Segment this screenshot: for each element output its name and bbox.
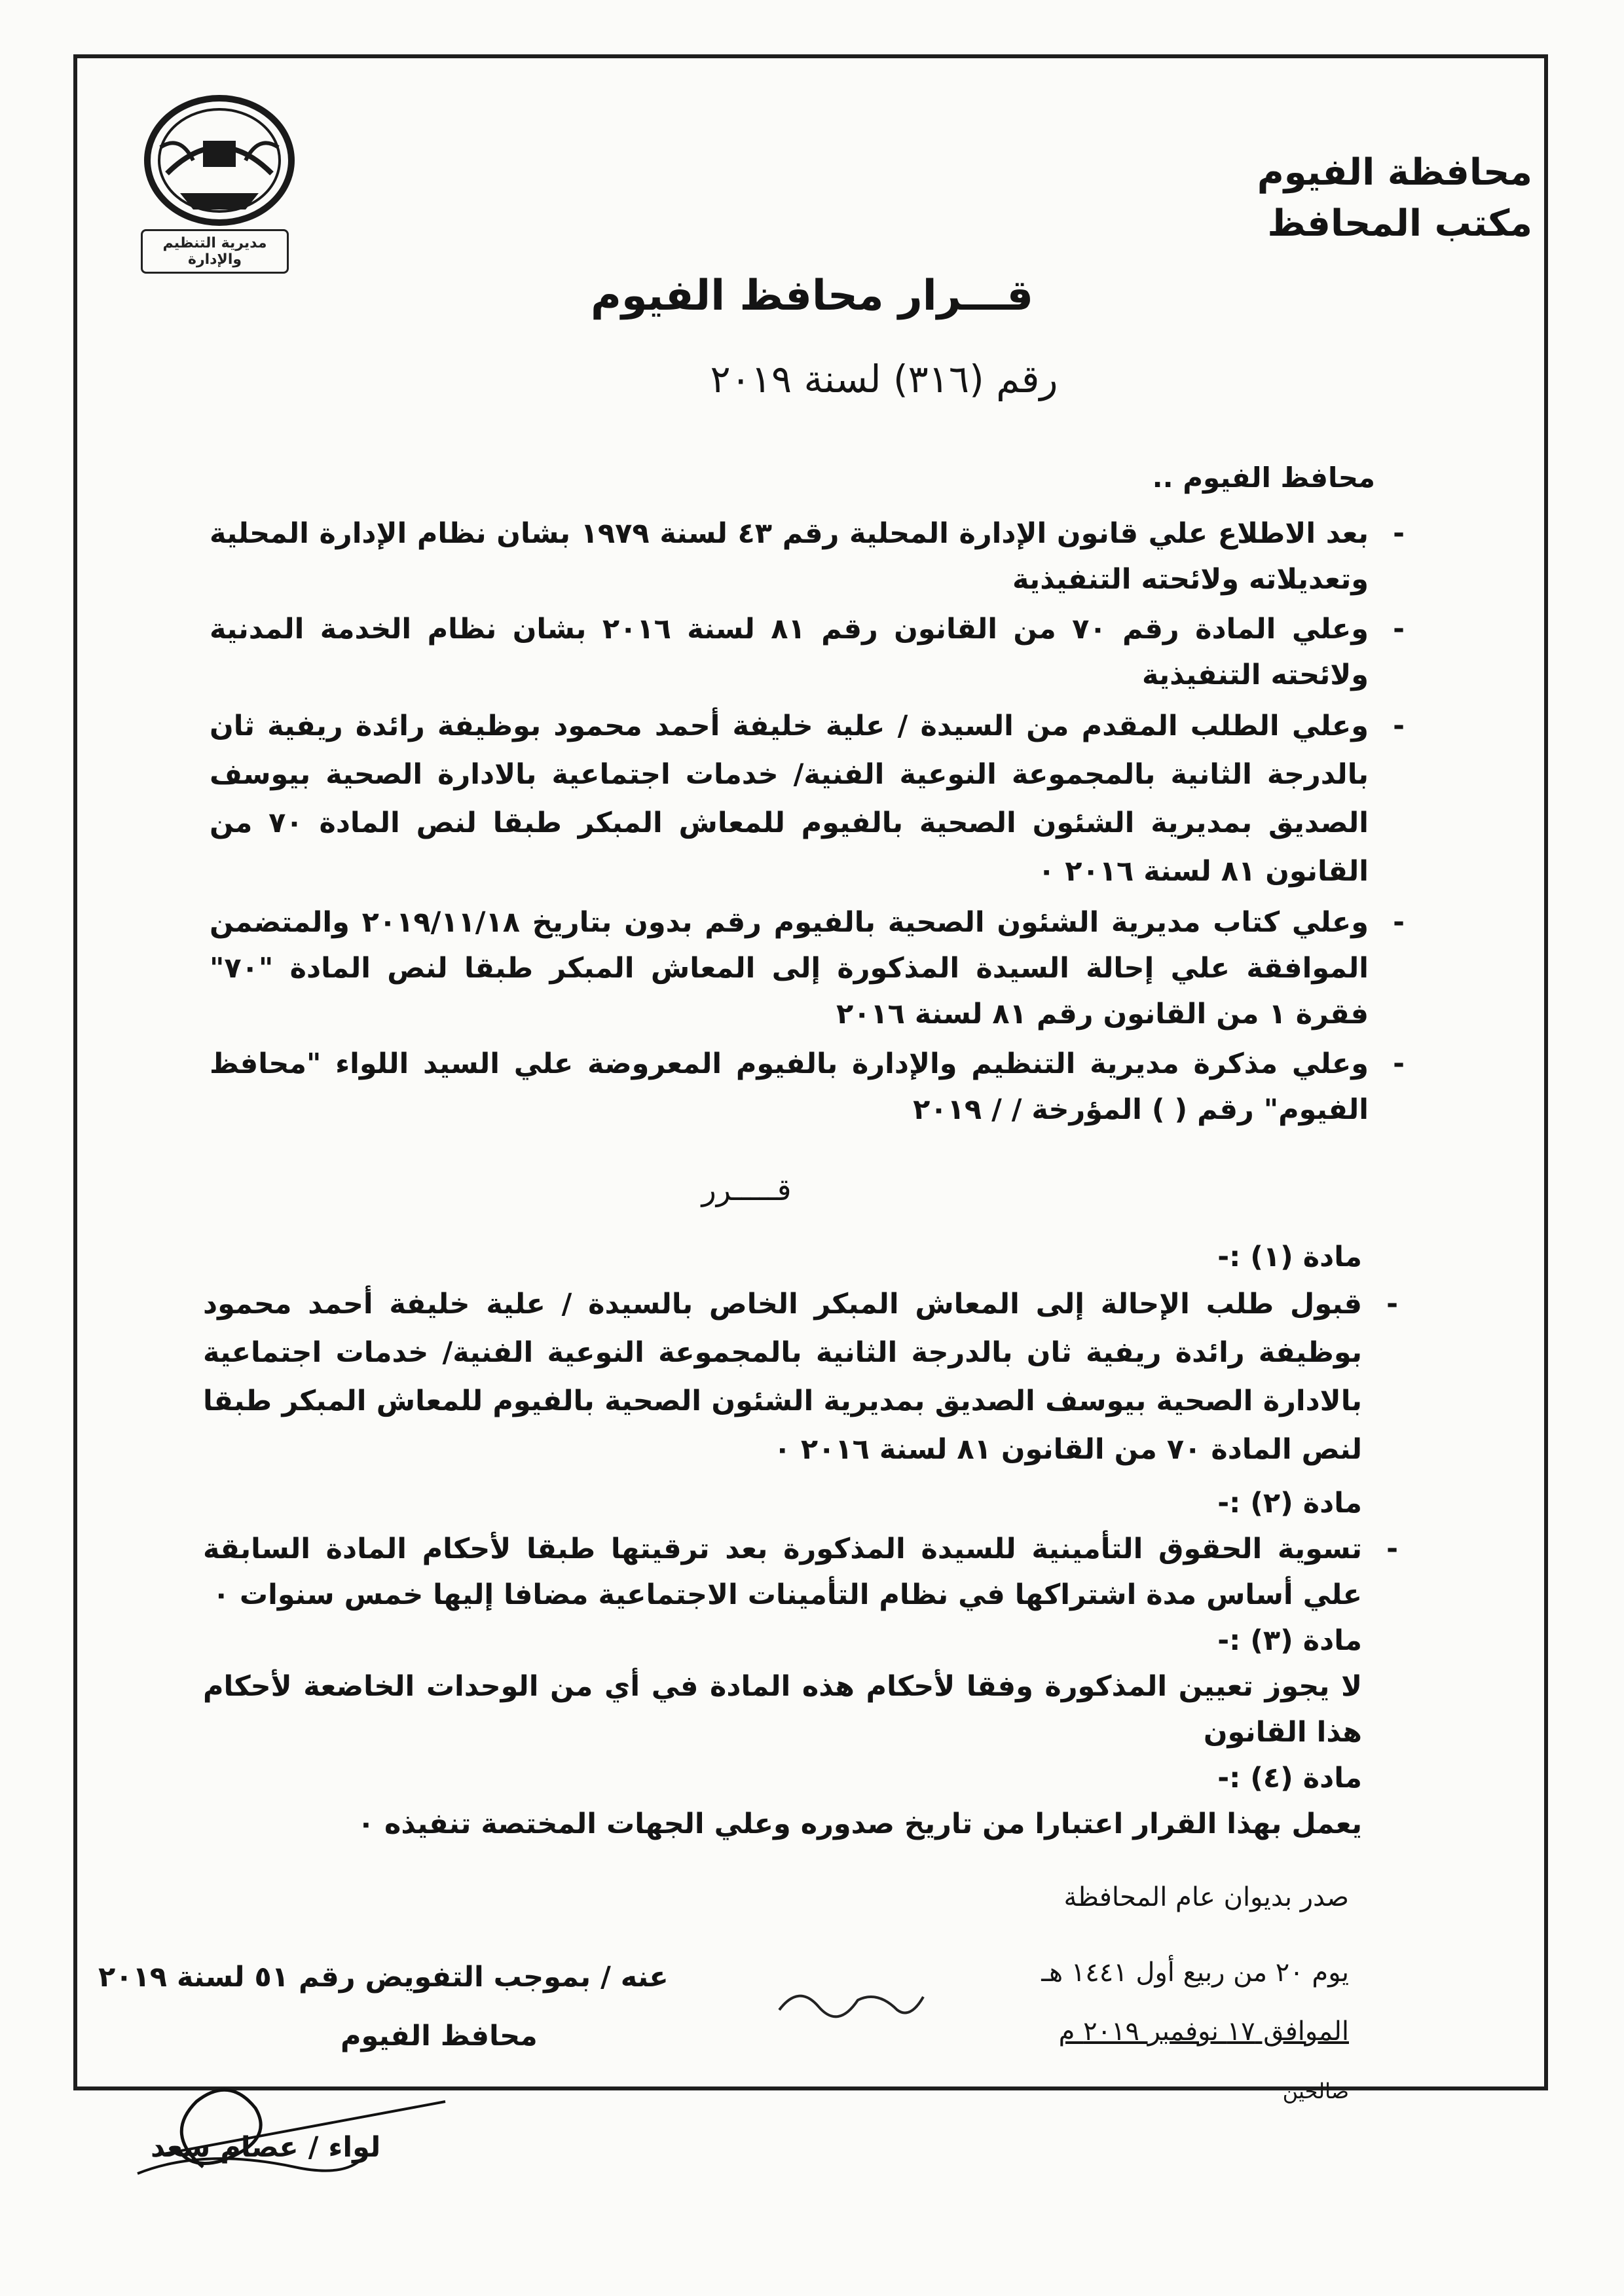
article-label: مادة (٤) :- [1217, 1762, 1362, 1795]
preamble-item: - وعلي كتاب مديرية الشئون الصحية بالفيوم رقم بدون بتاريخ ٢٠١٩/١١/١٨ والمتضمن الموافقة علي إحالة السيدة المذكورة إلى المعاش المبكر طبقا لنص المادة "٧٠" فقرة ١ من القانون رقم ٨١ لسنة ٢٠١٦ [210, 906, 1405, 1030]
article-text: لا يجوز تعيين المذكورة وفقا لأحكام هذه المادة في أي من الوحدات الخاضعة لأحكام هذا القانون [203, 1670, 1362, 1749]
logo-caption: مديرية التنظيم والإدارة [141, 229, 289, 274]
preamble-item: - وعلي الطلب المقدم من السيدة / علية خليفة أحمد محمود بوظيفة رائدة ريفية ثان بالدرجة الثانية بالمجموعة النوعية الفنية/ خدمات اجتماعية بالادارة الصحية بيوسف الصديق بمديرية الشئون الصحية بالفيوم للمعاش المبكر طبقا لنص المادة ٧٠ من القانون ٨١ لسنة ٢٠١٦ ٠ [210, 710, 1405, 888]
office-header [1257, 147, 1532, 249]
article-label: مادة (٣) :- [1217, 1624, 1362, 1657]
article-text: يعمل بهذا القرار اعتبارا من تاريخ صدوره وعلي الجهات المختصة تنفيذه ٠ [357, 1808, 1362, 1840]
article-label: مادة (٢) :- [1217, 1487, 1362, 1520]
article-text: - تسوية الحقوق التأمينية للسيدة المذكورة بعد ترقيتها طبقا لأحكام المادة السابقة علي أساس مدة اشتراكها في نظام التأمينات الاجتماعية مضافا إليها خمس سنوات ٠ [203, 1533, 1398, 1611]
office-name: مكتب المحافظ [1267, 202, 1532, 245]
preamble-item: - وعلي المادة رقم ٧٠ من القانون رقم ٨١ لسنة ٢٠١٦ بشان نظام الخدمة المدنية ولائحته التنفيذية [210, 613, 1405, 691]
clerk-name: صالحين [1282, 2079, 1349, 2104]
governorate-logo [141, 95, 298, 268]
preamble-item: - وعلي مذكرة مديرية التنظيم والإدارة بالفيوم المعروضة علي السيد اللواء "محافظ الفيوم" رقم ( ) المؤرخة / / ٢٠١٩ [210, 1048, 1405, 1126]
decided-label: قـــــرر [701, 1172, 792, 1207]
issued-at: صدر بديوان عام المحافظة [1063, 1882, 1349, 1912]
initials-signature [773, 1971, 930, 2030]
decree-number: رقم (٣١٦) لسنة ٢٠١٩ [710, 357, 1058, 401]
governor-signature [124, 2036, 465, 2187]
gregorian-date: الموافق ١٧ نوفمبر ٢٠١٩ م [1058, 2016, 1349, 2047]
decree-title: قـــرار محافظ الفيوم [590, 272, 1034, 320]
article-label: مادة (١) :- [1217, 1241, 1362, 1273]
hijri-date: يوم ٢٠ من ربيع أول ١٤٤١ هـ [1041, 1958, 1349, 1988]
article-text: - قبول طلب الإحالة إلى المعاش المبكر الخاص بالسيدة / علية خليفة أحمد محمود بوظيفة رائدة ريفية ثان بالدرجة الثانية بالمجموعة النوعية الفنية/ خدمات اجتماعية بالادارة الصحية بيوسف الصديق بمديرية الشئون الصحية بالفيوم للمعاش المبكر طبقا لنص المادة ٧٠ من القانون ٨١ لسنة ٢٠١٦ ٠ [203, 1288, 1398, 1466]
preamble-item: - بعد الاطلاع علي قانون الإدارة المحلية رقم ٤٣ لسنة ١٩٧٩ بشان نظام الإدارة المحلية وتعديلاته ولائحته التنفيذية [210, 517, 1405, 596]
preamble-list [210, 511, 1405, 1133]
governorate-name: محافظة الفيوم [1257, 151, 1532, 194]
articles [203, 1234, 1398, 1847]
delegation-line: عنه / بموجب التفويض رقم ٥١ لسنة ٢٠١٩ [98, 1961, 669, 1994]
addressee: محافظ الفيوم .. [1152, 462, 1375, 494]
signatory-name: لواء / عصام سعد [151, 2131, 381, 2164]
signatory-role: محافظ الفيوم [340, 2020, 538, 2052]
